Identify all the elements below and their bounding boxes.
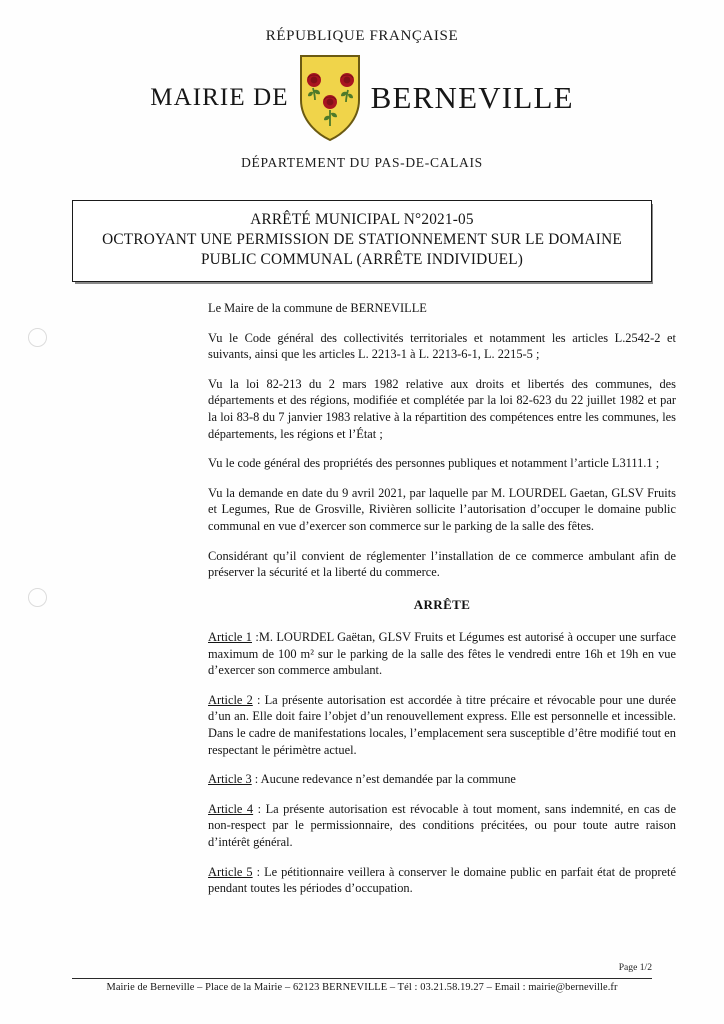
article-3 — [208, 771, 676, 788]
vu-paragraph-2: Vu la loi 82-213 du 2 mars 1982 relative aux droits et libertés des communes, des départements et des régions, modifiée et complétée par la loi 82-623 du 22 juillet 1982 et par la loi 83-8 du 7 janvier 1983 relative à la répartition des compétences entre les communes, les départements, les régions et l’État ; — [208, 376, 676, 441]
mairie-prefix: MAIRIE DE — [150, 83, 289, 111]
republic-line: RÉPUBLIQUE FRANÇAISE — [265, 28, 459, 44]
vu-paragraph-4: Vu la demande en date du 9 avril 2021, par laquelle par M. LOURDEL Gaetan, GLSV Fruits et Legumes, Rue de Grosville, Rivièren sollicite l’autorisation d’occuper le domaine public communal en vue d’exercer son commerce sur le parking de la salle des fêtes. — [208, 485, 676, 534]
article-2-text: La présente autorisation est accordée à titre précaire et révocable pour une durée d’un an. Elle doit faire l’objet d’un renouvellement express. Elle est personnelle et incessible. Dans le cadre de manifestations locales, l’emplacement sera susceptible d’être modifié tout en respectant le périmètre actuel. — [208, 692, 676, 757]
article-4 — [208, 801, 676, 851]
hole-punch-mark — [28, 588, 47, 607]
article-3-separator: : — [251, 772, 261, 787]
footer-contact-line: Mairie de Berneville – Place de la Mairie – 62123 BERNEVILLE – Tél : 03.21.58.19.27 – Email : mairie@berneville.fr — [106, 982, 618, 993]
department-line: DÉPARTEMENT DU PAS-DE-CALAIS — [241, 154, 483, 170]
article-4-label: Article 4 — [208, 801, 254, 816]
article-1-text: M. LOURDEL Gaëtan, GLSV Fruits et Légumes est autorisé à occuper une surface maximum de 100 m² sur le parking de la salle des fêtes le vendredi entre 16h et 19h en vue d’exercer son commerce ambulant. — [208, 629, 676, 678]
page-number: Page 1/2 — [618, 962, 652, 973]
article-3-label: Article 3 — [208, 772, 252, 787]
article-4-separator: : — [253, 801, 266, 816]
considerant-paragraph: Considérant qu’il convient de réglementer l’installation de ce commerce ambulant afin de préserver la sécurité et la liberté du commerce. — [208, 548, 676, 580]
hole-punch-mark — [28, 328, 47, 347]
article-2 — [208, 692, 676, 758]
coat-of-arms-icon — [299, 54, 361, 142]
decree-title-box — [72, 200, 652, 282]
footer-divider — [72, 978, 652, 979]
mairie-title-row — [0, 52, 724, 144]
article-2-separator: : — [252, 692, 265, 707]
mayor-intro-paragraph: Le Maire de la commune de BERNEVILLE — [208, 301, 427, 315]
letterhead — [0, 28, 724, 171]
article-3-text: Aucune redevance n’est demandée par la commune — [260, 772, 516, 787]
decree-title-line-1: ARRÊTÉ MUNICIPAL N°2021-05 — [250, 211, 474, 228]
article-1-label: Article 1 — [208, 629, 252, 644]
article-5-separator: : — [252, 864, 265, 879]
article-1-separator: : — [252, 629, 259, 644]
decree-title-line-3: PUBLIC COMMUNAL (ARRÊTE INDIVIDUEL) — [200, 251, 524, 269]
article-5 — [208, 864, 676, 897]
arrete-heading: ARRÊTE — [413, 596, 471, 612]
article-5-label: Article 5 — [208, 864, 253, 879]
vu-paragraph-1: Vu le Code général des collectivités territoriales et notamment les articles L.2542-2 et suivants, ainsi que les articles L. 2213-1 à L. 2213-6-1, L. 2215-5 ; — [208, 330, 676, 362]
article-1 — [208, 629, 676, 679]
article-2-label: Article 2 — [208, 692, 253, 707]
decree-title-line-2: OCTROYANT UNE PERMISSION DE STATIONNEMENT SUR LE DOMAINE — [102, 231, 622, 249]
vu-paragraph-3: Vu le code général des propriétés des personnes publiques et notamment l’article L3111.1 ; — [208, 456, 660, 471]
document-body — [208, 300, 676, 910]
commune-name: BERNEVILLE — [370, 79, 574, 115]
article-5-text: Le pétitionnaire veillera à conserver le domaine public en parfait état de propreté pendant toutes les périodes d’occupation. — [208, 864, 677, 896]
article-4-text: La présente autorisation est révocable à tout moment, sans indemnité, en cas de non-respect par le permissionnaire, des conditions précitées, ou pour toute autre raison d’intérêt général. — [208, 801, 677, 850]
